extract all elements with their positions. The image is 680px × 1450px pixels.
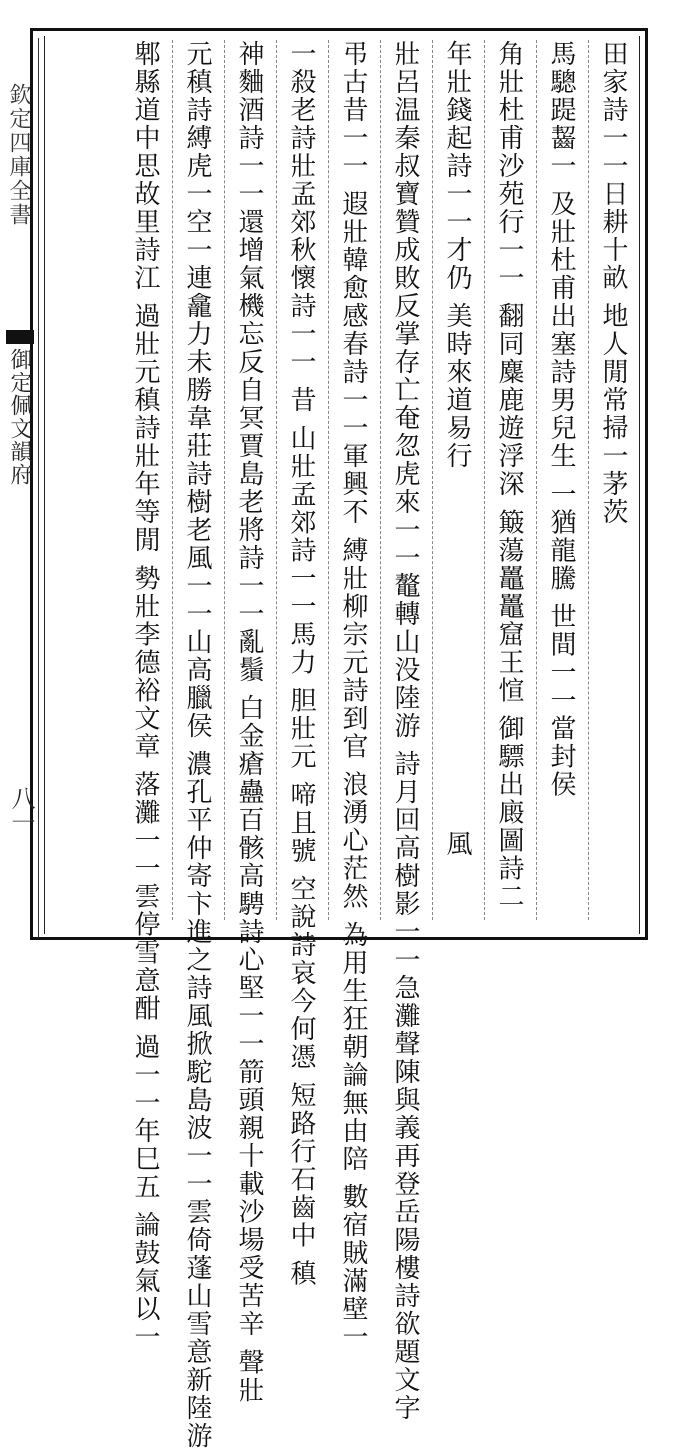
black-fishtail-mark — [6, 330, 34, 344]
column-divider — [484, 40, 485, 920]
page-margin — [0, 38, 39, 938]
text-column: 壯呂温秦叔寶贊成敗反掌存亡奄忽虎來一一鼇轉山没陸游 詩月回高樹影一一急灘聲陳與義再登岳陽樓詩欲題文字 — [390, 40, 420, 1423]
text-column: 角壯杜甫沙苑行一一 翻同麋鹿遊浮深 簸蕩鼉鼉窟王愃 御驃出廄圖詩二 — [494, 40, 524, 911]
text-column: 弔古昔一一 遐壯韓愈感春詩一一軍興不 縛壯柳宗元詩到官 浪湧心茫然 為用生狂朝論無由陪 數宿賊滿壁一 — [338, 40, 368, 1352]
column-divider — [276, 40, 277, 920]
column-divider — [432, 40, 433, 920]
text-column: 郫縣道中思故里詩江 過壯元稹詩壯年等閒 勢壯李德裕文章 落灘一一雲停雪意酣 過一一年巳五 論鼓氣以一 — [130, 40, 160, 1352]
volume-title: 御定佩文韻府 — [7, 348, 32, 486]
text-column: 神麯酒詩一一還增氣機忘反自冥賈島老將詩一一亂鬚 白金瘡蠱百骸高騁詩心堅一一箭頭親十載沙場受苦辛 聲壯 — [234, 40, 264, 1405]
book-title: 欽定四庫全書 — [6, 83, 31, 227]
column-divider — [172, 40, 173, 920]
column-divider — [328, 40, 329, 920]
text-column: 田家詩一一日耕十畝 地人閒常掃一茅茨 — [598, 40, 628, 527]
column-divider — [224, 40, 225, 920]
column-divider — [380, 40, 381, 920]
text-column: 年壯錢起詩一一才仍 美時來道易行 — [442, 40, 472, 471]
column-divider — [588, 40, 589, 920]
text-column: 風 — [442, 830, 472, 858]
text-column: 一殺老詩壯孟郊秋懷詩一一 昔 山壯孟郊詩一一馬力 胆壯元 啼且號 空說詩哀今何憑 短路行石齒中 稹 — [286, 40, 316, 1288]
page-number: 八一 — [7, 786, 35, 834]
text-column: 元稹詩縛虎一空一連龕力未勝韋莊詩樹老風一一山高臘侯 濃孔平仲寄卞進之詩風掀駝島波一一雲倚蓬山雪意新陸游 — [182, 40, 212, 1450]
text-column: 馬驄踶齧一 及壯杜甫出塞詩男兒生 一猶龍騰 世間一一當封侯 — [546, 40, 576, 799]
column-divider — [536, 40, 537, 920]
